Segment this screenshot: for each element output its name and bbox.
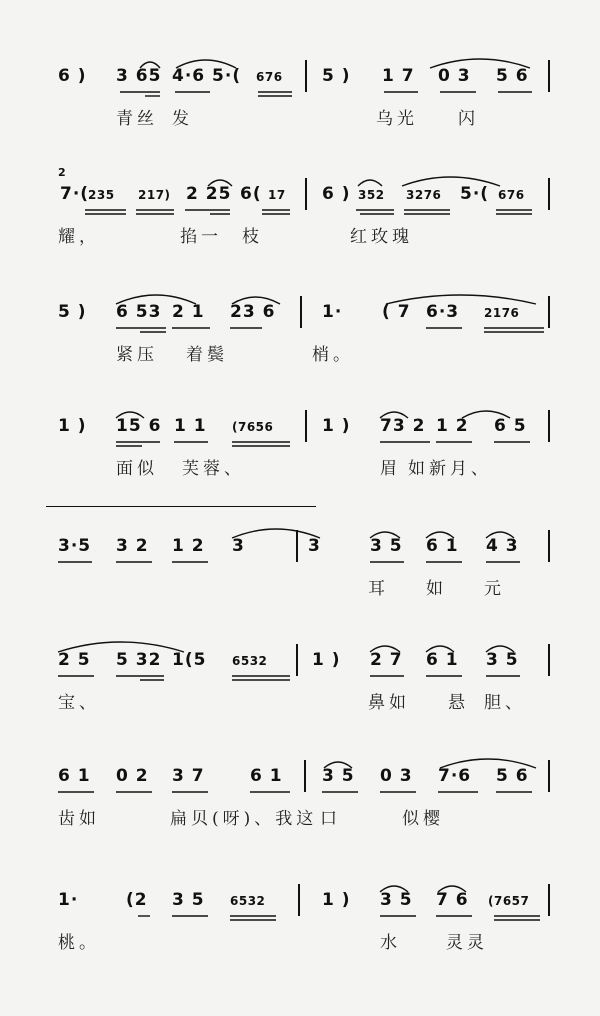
note-group: 6( bbox=[240, 184, 262, 204]
note-group: 3·5 bbox=[58, 536, 92, 556]
note-group: 6 5 bbox=[494, 416, 527, 436]
lyric: 如 bbox=[426, 579, 447, 599]
note-group: 1 2 bbox=[172, 536, 205, 556]
bar-line bbox=[548, 760, 550, 792]
score-line-5 bbox=[0, 530, 600, 640]
lyric: 元 bbox=[484, 579, 505, 599]
note-group: 676 bbox=[498, 188, 525, 202]
bar-line bbox=[296, 644, 298, 676]
note-group: 5 32 bbox=[116, 650, 162, 670]
note-group: 5 ) bbox=[58, 302, 87, 322]
lyric: 宝、 bbox=[58, 693, 100, 713]
note-group: 1 7 bbox=[382, 66, 415, 86]
note-group: 3 65 bbox=[116, 66, 162, 86]
note-group: 3 7 bbox=[172, 766, 205, 786]
score-line-1 bbox=[0, 60, 600, 170]
note-group: 0 2 bbox=[116, 766, 149, 786]
lyric: 掐一 bbox=[180, 227, 222, 247]
note-group: 3 5 bbox=[486, 650, 519, 670]
score-line-2 bbox=[0, 166, 600, 288]
lyric: 发 bbox=[172, 109, 193, 129]
lyric: 胆、 bbox=[484, 693, 526, 713]
note-group: 15 6 bbox=[116, 416, 162, 436]
lyric: 着鬓 bbox=[186, 345, 228, 365]
lyric: 乌光 bbox=[376, 109, 418, 129]
bar-line bbox=[548, 644, 550, 676]
note-group: 1 ) bbox=[322, 416, 351, 436]
bar-line bbox=[298, 884, 300, 916]
lyric: 水 bbox=[380, 933, 401, 953]
note-group: 1 ) bbox=[58, 416, 87, 436]
note-group: 1 2 bbox=[436, 416, 469, 436]
note-group: 3 bbox=[308, 536, 321, 556]
note-group: 3276 bbox=[406, 188, 442, 202]
note-group: 2 25 bbox=[186, 184, 232, 204]
note-group: 1· bbox=[322, 302, 343, 322]
note-group: 5 6 bbox=[496, 66, 529, 86]
note-group: 352 bbox=[358, 188, 385, 202]
note-group: 6 ) bbox=[58, 66, 87, 86]
score-line-3 bbox=[0, 296, 600, 406]
lyric: 眉 bbox=[380, 459, 401, 479]
note-group: (7656 bbox=[232, 420, 274, 434]
note-group: 3 5 bbox=[380, 890, 413, 910]
tie-line-top bbox=[46, 506, 316, 507]
bar-line bbox=[548, 884, 550, 916]
bar-line bbox=[300, 296, 302, 328]
note-group: 73 2 bbox=[380, 416, 426, 436]
note-group: 1· bbox=[58, 890, 79, 910]
measure-mark: 2 bbox=[58, 166, 66, 179]
note-group: 2 7 bbox=[370, 650, 403, 670]
lyric: 齿如 bbox=[58, 809, 100, 829]
score-line-6 bbox=[0, 644, 600, 754]
bar-line bbox=[305, 178, 307, 210]
lyric: 枝 bbox=[242, 227, 263, 247]
note-group: 217) bbox=[138, 188, 171, 202]
note-group: 5 6 bbox=[496, 766, 529, 786]
note-group: 7 6 bbox=[436, 890, 469, 910]
note-group: ( 7 bbox=[382, 302, 411, 322]
note-group: 6 ) bbox=[322, 184, 351, 204]
lyric: 灵灵 bbox=[446, 933, 488, 953]
note-group: (7657 bbox=[488, 894, 530, 908]
note-group: 6532 bbox=[230, 894, 266, 908]
lyric: 面似 bbox=[116, 459, 158, 479]
note-group: 1 ) bbox=[312, 650, 341, 670]
note-group: 5 ) bbox=[322, 66, 351, 86]
score-line-4 bbox=[0, 410, 600, 520]
note-group: 2 5 bbox=[58, 650, 91, 670]
note-group: 0 3 bbox=[438, 66, 471, 86]
note-group: 3 5 bbox=[322, 766, 355, 786]
score-line-8 bbox=[0, 884, 600, 994]
note-group: 235 bbox=[88, 188, 115, 202]
note-group: 3 2 bbox=[116, 536, 149, 556]
note-group: 1 ) bbox=[322, 890, 351, 910]
note-group: 676 bbox=[256, 70, 283, 84]
bar-line bbox=[305, 60, 307, 92]
note-group: 4·6 5·( bbox=[172, 66, 242, 86]
note-group: 4 3 bbox=[486, 536, 519, 556]
note-group: 3 5 bbox=[172, 890, 205, 910]
lyric: 似樱 bbox=[402, 809, 444, 829]
bar-line bbox=[548, 410, 550, 442]
lyric: 悬 bbox=[448, 693, 469, 713]
note-group: 1(5 bbox=[172, 650, 207, 670]
lyric: 闪 bbox=[458, 109, 479, 129]
note-group: 2176 bbox=[484, 306, 520, 320]
note-group: 7·( bbox=[60, 184, 90, 204]
note-group: 6 1 bbox=[426, 536, 459, 556]
lyric: 紧压 bbox=[116, 345, 158, 365]
note-group: 5·( bbox=[460, 184, 490, 204]
lyric: 鼻如 bbox=[368, 693, 410, 713]
bar-line bbox=[296, 530, 298, 562]
bar-line bbox=[548, 60, 550, 92]
bar-line bbox=[548, 296, 550, 328]
note-group: 6 1 bbox=[426, 650, 459, 670]
note-group: 7·6 bbox=[438, 766, 472, 786]
note-group: 6532 bbox=[232, 654, 268, 668]
note-group: (2 bbox=[126, 890, 148, 910]
note-group: 2 1 bbox=[172, 302, 205, 322]
lyric: 如新月、 bbox=[408, 459, 492, 479]
bar-line bbox=[305, 410, 307, 442]
lyric: 芙蓉、 bbox=[182, 459, 245, 479]
note-group: 6·3 bbox=[426, 302, 460, 322]
lyric: 梢。 bbox=[312, 345, 354, 365]
lyric: 耳 bbox=[368, 579, 389, 599]
note-group: 6 1 bbox=[250, 766, 283, 786]
lyric: 耀， bbox=[58, 227, 100, 247]
score-line-7 bbox=[0, 760, 600, 870]
bar-line bbox=[548, 178, 550, 210]
note-group: 6 1 bbox=[58, 766, 91, 786]
lyric: 口 bbox=[320, 809, 341, 829]
lyric: 青丝 bbox=[116, 109, 158, 129]
lyric: 桃。 bbox=[58, 933, 100, 953]
note-group: 1 1 bbox=[174, 416, 207, 436]
note-group: 23 6 bbox=[230, 302, 276, 322]
note-group: 3 5 bbox=[370, 536, 403, 556]
bar-line bbox=[548, 530, 550, 562]
note-group: 6 53 bbox=[116, 302, 162, 322]
note-group: 3 bbox=[232, 536, 245, 556]
note-group: 0 3 bbox=[380, 766, 413, 786]
lyric: 红玫瑰 bbox=[350, 227, 413, 247]
lyric: 扁贝(呀)、我这 bbox=[170, 809, 318, 829]
bar-line bbox=[304, 760, 306, 792]
note-group: 17 bbox=[268, 188, 286, 202]
